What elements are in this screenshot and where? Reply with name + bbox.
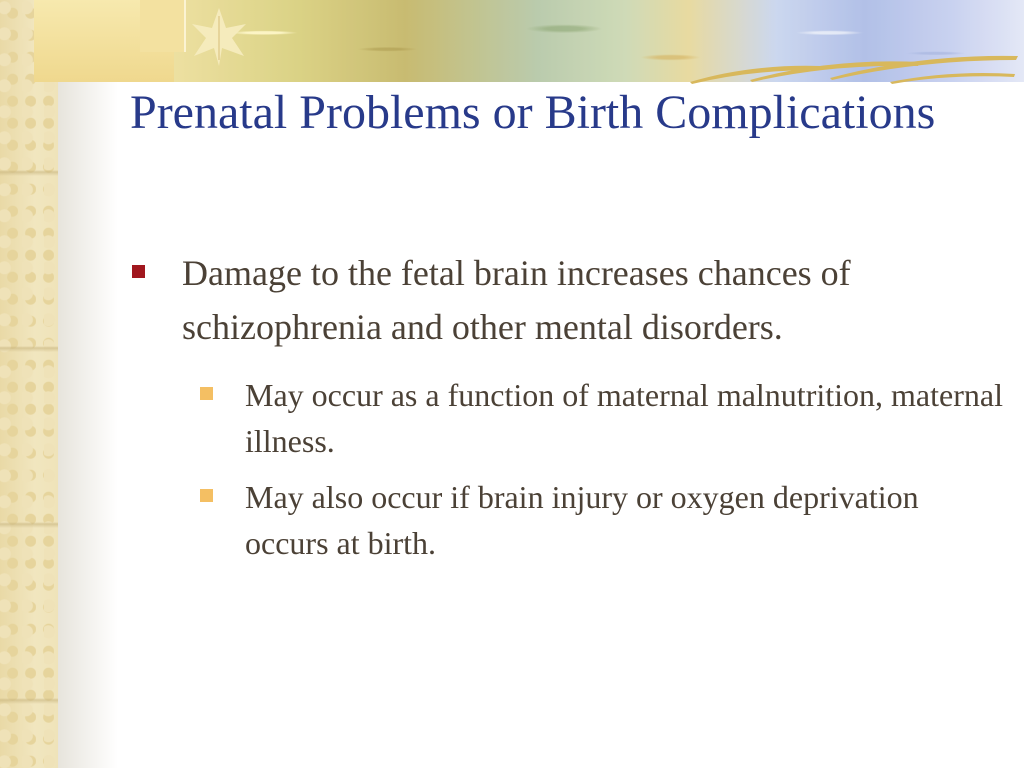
sub-bullet-list	[130, 372, 1010, 566]
sub-bullet-item	[130, 372, 1010, 464]
leaf-icon	[188, 6, 250, 68]
square-bullet-icon	[132, 265, 145, 278]
strip-shadow	[58, 0, 118, 768]
square-bullet-icon	[200, 387, 213, 400]
sub-bullet-item	[130, 474, 1010, 566]
slide-body	[130, 246, 1010, 576]
bullet-item	[130, 246, 1010, 354]
bullet-text: Damage to the fetal brain increases chances of schizophrenia and other mental disorders.	[182, 253, 851, 347]
grass-icon	[690, 44, 1020, 84]
left-parchment-strip	[0, 0, 58, 768]
slide-title: Prenatal Problems or Birth Complications	[130, 86, 936, 139]
sub-bullet-text: May also occur if brain injury or oxygen deprivation occurs at birth.	[245, 479, 919, 561]
top-left-decor-tab	[140, 0, 186, 52]
sub-bullet-text: May occur as a function of maternal malnutrition, maternal illness.	[245, 377, 1003, 459]
square-bullet-icon	[200, 489, 213, 502]
